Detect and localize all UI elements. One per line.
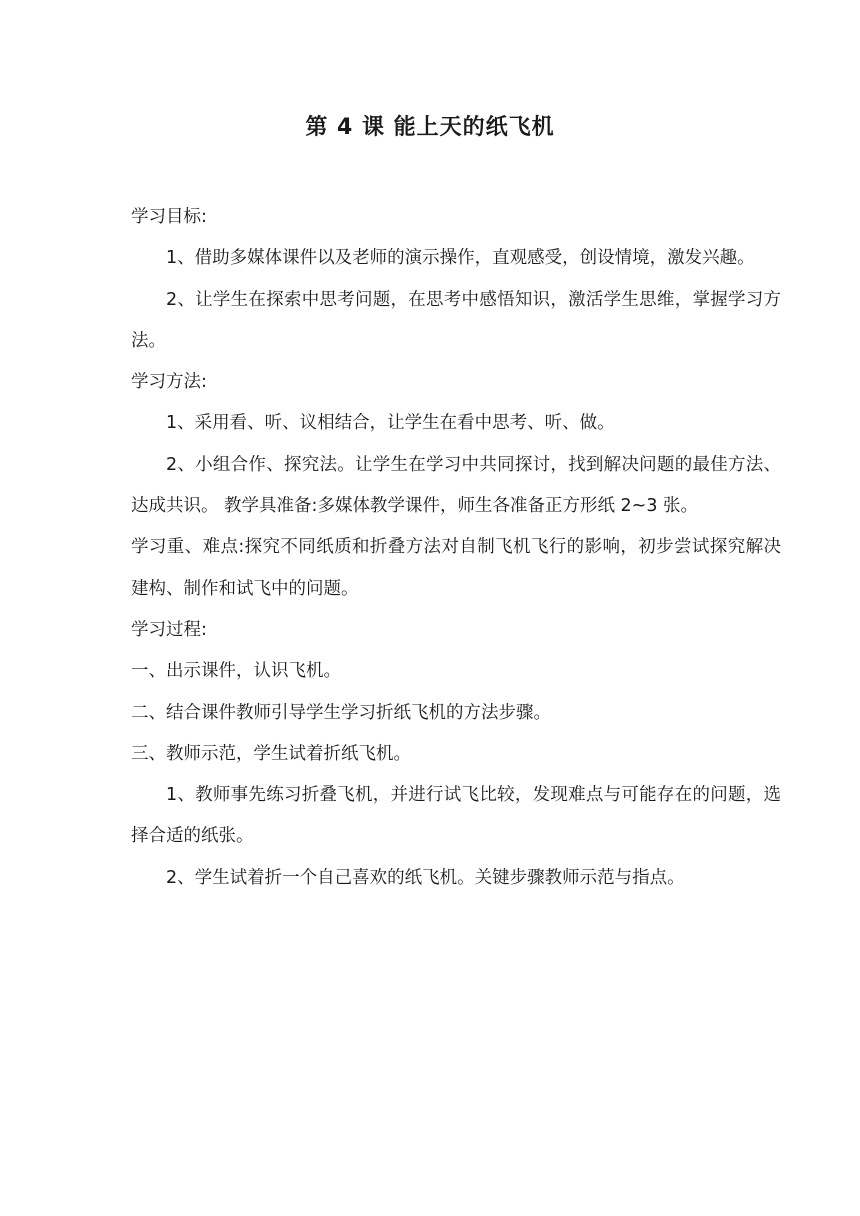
paragraph-methods-heading: 学习方法: [131,372,207,393]
paragraph-process-step-1: 一、出示课件，认识飞机。 [131,661,341,682]
paragraph-substep-1: 1、教师事先练习折叠飞机，并进行试飞比较，发现难点与可能存在的问题，选择合适的纸张。 [131,785,781,847]
paragraph-process-heading: 学习过程: [131,619,207,640]
paragraph-method-2: 2、小组合作、探究法。让学生在学习中共同探讨，找到解决问题的最佳方法、达成共识。 教学具准备:多媒体教学课件，师生各准备正方形纸 2~3 张。 [131,454,781,517]
paragraph-method-1: 1、采用看、听、议相结合，让学生在看中思考、听、做。 [166,413,615,434]
document-body [131,197,781,899]
paragraph-key-points: 学习重、难点:探究不同纸质和折叠方法对自制飞机飞行的影响，初步尝试探究解决建构、制作和试飞中的问题。 [131,537,781,599]
paragraph-objective-1: 1、借助多媒体课件以及老师的演示操作，直观感受，创设情境，激发兴趣。 [166,248,755,269]
paragraph-process-step-2: 二、结合课件教师引导学生学习折纸飞机的方法步骤。 [131,702,551,723]
paragraph-substep-2: 2、学生试着折一个自己喜欢的纸飞机。关键步骤教师示范与指点。 [166,867,685,888]
paragraph-objective-2: 2、让学生在探索中思考问题，在思考中感悟知识，激活学生思维，掌握学习方法。 [131,289,781,351]
paragraph-objectives-heading: 学习目标: [131,207,207,227]
page-title: 第 4 课 能上天的纸飞机 [305,115,555,140]
paragraph-process-step-3: 三、教师示范，学生试着折纸飞机。 [131,743,411,764]
